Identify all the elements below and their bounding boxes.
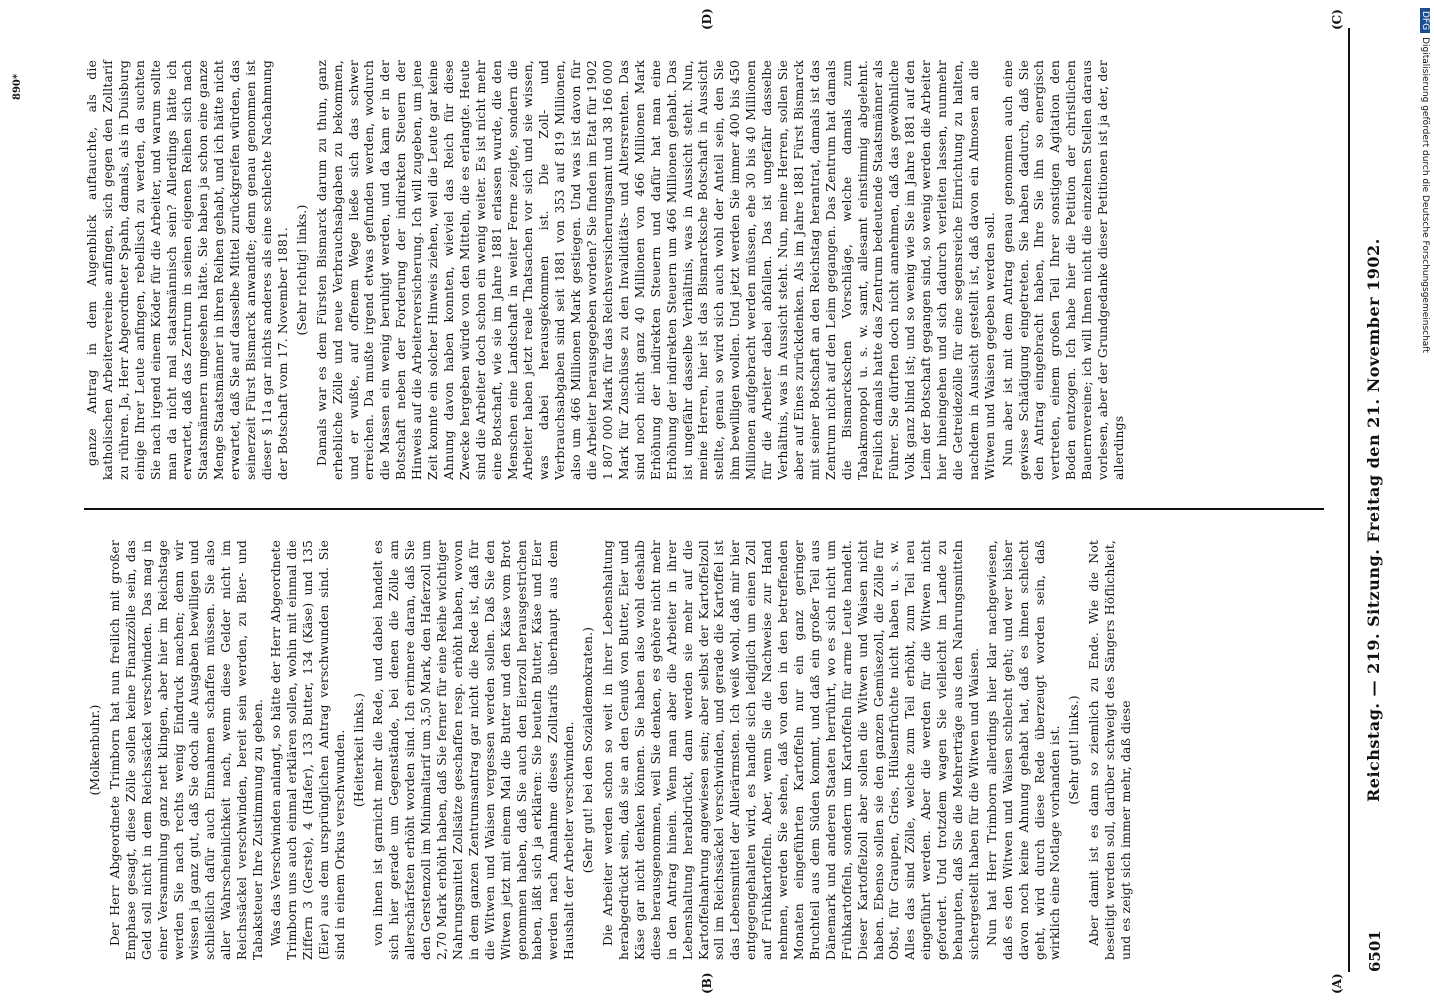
paragraph: von ihnen ist garnicht mehr die Rede, und dabei handelt es sich hier gerade um Gegenstände, bei denen die Zölle am allerschärfsten erhöht worden sind. Ich erinnere daran, daß Sie den Gerstenzoll im Minimaltarif um 3,50 Mark, den Haferzoll um 2,70 Mark erhöht haben, daß Sie ferner für eine Reihe wichtiger Nahrungsmittel Zollsätze geschaffen resp. erhöht haben, wovon in dem ganzen Zentrumsantrag gar nicht die Rede ist, daß für die Witwen und Waisen vergessen werden sollen. Daß Sie den Witwen jetzt mit einem Mal die Butter und den Käse vom Brot genommen haben, daß Sie auch den Eierzoll herausgestrichen haben, läßt sich ja erklären: Sie beuteln Butter, Käse und Eier werden nach Annahme dieses Zolltarifs überhaupt aus dem Haushalt der Arbeiter verschwinden. (370, 540, 577, 960)
paragraph: Nun aber ist mit dem Antrag genau genommen auch eine gewisse Schädigung eingetreten. Sie haben dadurch, daß Sie den Antrag eingebracht haben, Ihre Sie ihn so energisch vertreten, einem großen Teil Ihrer sonstigen Agitation den Boden entzogen. Ich habe hier die Petition der christlichen Bauernvereine; ich will Ihnen nicht die einzelnen Stellen daraus vorlesen, aber der Grundgedanke dieser Petitionen ist ja der, der allerdings (999, 60, 1126, 480)
paragraph: ganze Antrag in dem Augenblick auftauchte, als die katholischen Arbeitervereine anfingen, sich gegen den Zolltarif zu rühren. Ja, Herr Abgeordneter Spahn, damals, als in Duisburg einige Ihrer Leute anfingen, rebellisch zu werden, da suchten Sie nach irgend einem Köder für die Arbeiter, und warum sollte man da nicht mal staatsmännisch sein? Allerdings hätte ich erwartet, daß das Zentrum in seinen eigenen Reihen sich nach Staatsmännern umgesehen hätte. Sie haben ja schon eine ganze Menge Staatsmänner in ihren Reihen gehabt, und ich hätte nicht erwartet, daß Sie auf dasselbe Mittel zurückgreifen würden, das seinerzeit Fürst Bismarck anwandte; denn genau genommen ist dieser § 11a gar nichts anderes als eine schlechte Nachahmung der Botschaft vom 17. November 1881. (84, 60, 290, 480)
header-rule (1348, 28, 1350, 972)
paragraph: Der Herr Abgeordnete Trimborn hat nun freilich mit großer Emphase gesagt, diese Zölle sollen keine Finanzzölle sein, das Geld soll nicht in dem Reichssäckel verschwinden. Das mag in einer Versammlung ganz nett klingen, aber hier im Reichstage werden Sie nach rechts wenig Eindruck machen; denn wir wissen ja ganz gut, daß Sie doch alle Ausgaben bewilligen und schließlich dafür auch Einnahmen schaffen müssen. Sie also aller Wahrscheinlichkeit nach, wenn diese Gelder nicht im Reichssäckel verschwinden, bereit sein werden, zu Bier- und Tabaksteuer Ihre Zustimmung zu geben. (106, 540, 266, 960)
signature-mark: 890* (12, 73, 23, 100)
paragraph: Die Arbeiter werden schon so weit in ihrer Lebenshaltung herabgedrückt sein, daß sie an den Genuß von Butter, Eier und Käse gar nicht denken können. Sie haben also wohl deshalb diese herausgenommen, weil Sie denken, es gehöre nicht mehr in den Antrag hinein. Wenn man aber die Arbeiter in ihrer Lebenshaltung herabdrückt, dann werden sie mehr auf die Kartoffelnahrung angewiesen sein; aber selbst der Kartoffelzoll soll im Reichssäckel verschwinden, und gerade die Kartoffel ist das Lebensmittel der Allerärmsten. Ich weiß wohl, daß mir hier entgegengehalten wird, es handle sich lediglich um einen Zoll auf Frühkartoffeln. Aber, wenn Sie die Nachweise zur Hand nehmen, werden Sie sehen, daß von den in den betreffenden Monaten eingeführten Kartoffeln nur ein ganz geringer Bruchteil aus dem Süden kommt, und daß ein großer Teil aus Dänemark und anderen Staaten herrührt, wo es sich nicht um Frühkartoffeln, sondern um Kartoffeln für arme Leute handelt. Dieser Kartoffelzoll aber sollen die Witwen und Waisen nicht haben. Ebenso sollen sie den ganzen Gemüsezoll, die Zölle für Obst, für Graupen, Gries, Hülsenfrüchte nicht haben u. s. w. Alles das sind Zölle, welche zum Teil erhöht, zum Teil neu eingeführt werden. Aber die werden für die Witwen nicht gefordert. Und trotzdem wagen Sie vielleicht im Lande zu behaupten, daß Sie die Mehrerträge aus den Nahrungsmitteln sichergestellt haben für die Witwen und Waisen. (600, 540, 981, 960)
paragraph: Aber damit ist es dann so ziemlich zu Ende. Wie die Not beseitigt werden soll, darüber schweigt des Sängers Höflichkeit, und es zeigt sich immer mehr, daß diese (1086, 540, 1134, 960)
digitization-note: Digitalisierung gefördert durch die Deutsche Forschungsgemeinschaft (1420, 37, 1430, 353)
paragraph: Nun hat Herr Trimborn allerdings hier klar nachgewiesen, daß es den Witwen und Waisen schlecht geht; und wer bisher davon noch keine Ahnung gehabt hat, daß es ihnen schlecht geht, wird durch diese Rede überzeugt worden sein, daß wirklich eine Notlage vorhanden ist. (983, 540, 1063, 960)
left-column (84, 540, 1324, 960)
margin-marker-b: (B) (700, 972, 714, 994)
digitization-footer (1420, 8, 1430, 353)
speaker-name: (Molkenbuhr.) (87, 704, 102, 796)
page-number: 6501 (1366, 930, 1384, 972)
interjection: (Heiterkeit links.) (350, 692, 366, 808)
interjection: (Sehr gut! bei den Sozialdemokraten.) (580, 626, 596, 874)
dfg-logo: DFG (1420, 8, 1430, 33)
column-divider (84, 508, 1324, 510)
margin-marker-a: (A) (1330, 973, 1344, 994)
margin-marker-d: (D) (700, 8, 714, 30)
margin-marker-c: (C) (1330, 9, 1344, 30)
interjection: (Sehr richtig! links.) (293, 204, 309, 336)
paragraph: Damals war es dem Fürsten Bismarck darum zu thun, ganz erhebliche Zölle und neue Verbrauchsabgaben zu bekommen, und er wußte, auf offenem Wege ließe sich das schwer erreichen. Da mußte irgend etwas gefunden werden, wodurch die Massen ein wenig beruhigt werden, und da kam er in der Botschaft neben der Forderung der indirekten Steuern der Hinweis auf die Arbeiterversicherung. Ich will zugeben, um jene Zeit konnte ein solcher Hinweis ziehen, weil die Leute gar keine Ahnung davon haben konnten, wieviel das Reich für diese Zwecke hergeben würde von den Mitteln, die es erlangte. Heute sind die Arbeiter doch schon ein wenig weiter. Es ist nicht mehr eine Botschaft, wie sie im Jahre 1881 erlassen wurde, die den Menschen eine Landschaft in weiter Ferne zeigte, sondern die Arbeiter haben jetzt reale Thatsachen vor sich und sie wissen, was dabei herausgekommen ist. Die Zoll- und Verbrauchsabgaben sind seit 1881 von 353 auf 819 Millionen, also um 466 Millionen Mark gestiegen. Und was ist davon für die Arbeiter herausgegeben worden? Sie finden im Etat für 1902 1 807 000 Mark für das Reichsversicherungsamt und 38 166 000 Mark für Zuschüsse zu den Invaliditäts- und Altersrenten. Das sind noch nicht ganz 40 Millionen von 466 Millionen Mark Erhöhung der indirekten Steuern und dafür hat man eine Erhöhung der indirekten Steuern um 466 Millionen gehabt. Das ist ungefähr dasselbe Verhältnis, was in Aussicht steht. Nun, meine Herren, hier ist das Bismarcksche Botschaft in Aussicht stellte, genau so wird sich auch wohl der Anteil sein, den Sie ihm bewilligen wollen. Und jetzt werden Sie immer 400 bis 450 Millionen aufgebracht werden müssen, ehe 30 bis 40 Millionen für die Arbeiter dabei abfallen. Das ist ungefähr dasselbe Verhältnis, was in Aussicht steht. Nun, meine Herren, sollen Sie aber auf Eines zurückdenken. Als im Jahre 1881 Fürst Bismarck mit seiner Botschaft an den Reichstag herantrat, damals ist das Zentrum nicht auf den Leim gegangen. Das Zentrum hat damals die Bismarckschen Vorschläge, welche damals zum Tabakmonopol u. s. w. samt, allesamt einstimmig abgelehnt. Freilich damals hatte das Zentrum bedeutende Staatsmänner als Führer. Sie dürften doch nicht annehmen, daß das gewöhnliche Volk ganz blind ist; und so wenig wie Sie im Jahre 1881 auf den Leim der Botschaft gegangen sind, so wenig werden die Arbeiter hier hineingehen und sich dadurch verleiten lassen, nunmehr die Getreidezölle für eine segensreiche Einrichtung zu halten, nachdem in Aussicht gestellt ist, daß davon ein Almosen an die Witwen und Waisen gegeben werden soll. (313, 60, 997, 480)
interjection: (Sehr gut! links.) (1066, 695, 1082, 805)
session-title: Reichstag. — 219. Sitzung. Freitag den 21. November 1902. (1364, 238, 1383, 802)
paragraph: Was das Verschwinden anlangt, so hätte der Herr Abgeordnete Trimborn uns auch einmal erklären sollen, wohin mit einmal die Ziffern 3 (Gerste), 4 (Hafer), 133 Butter, 134 (Käse) und 135 (Eier) aus dem ursprünglichen Antrag verschwunden sind. Sie sind in einem Orkus verschwunden. (267, 540, 347, 960)
right-column (84, 60, 1324, 480)
page-header (1362, 28, 1398, 972)
